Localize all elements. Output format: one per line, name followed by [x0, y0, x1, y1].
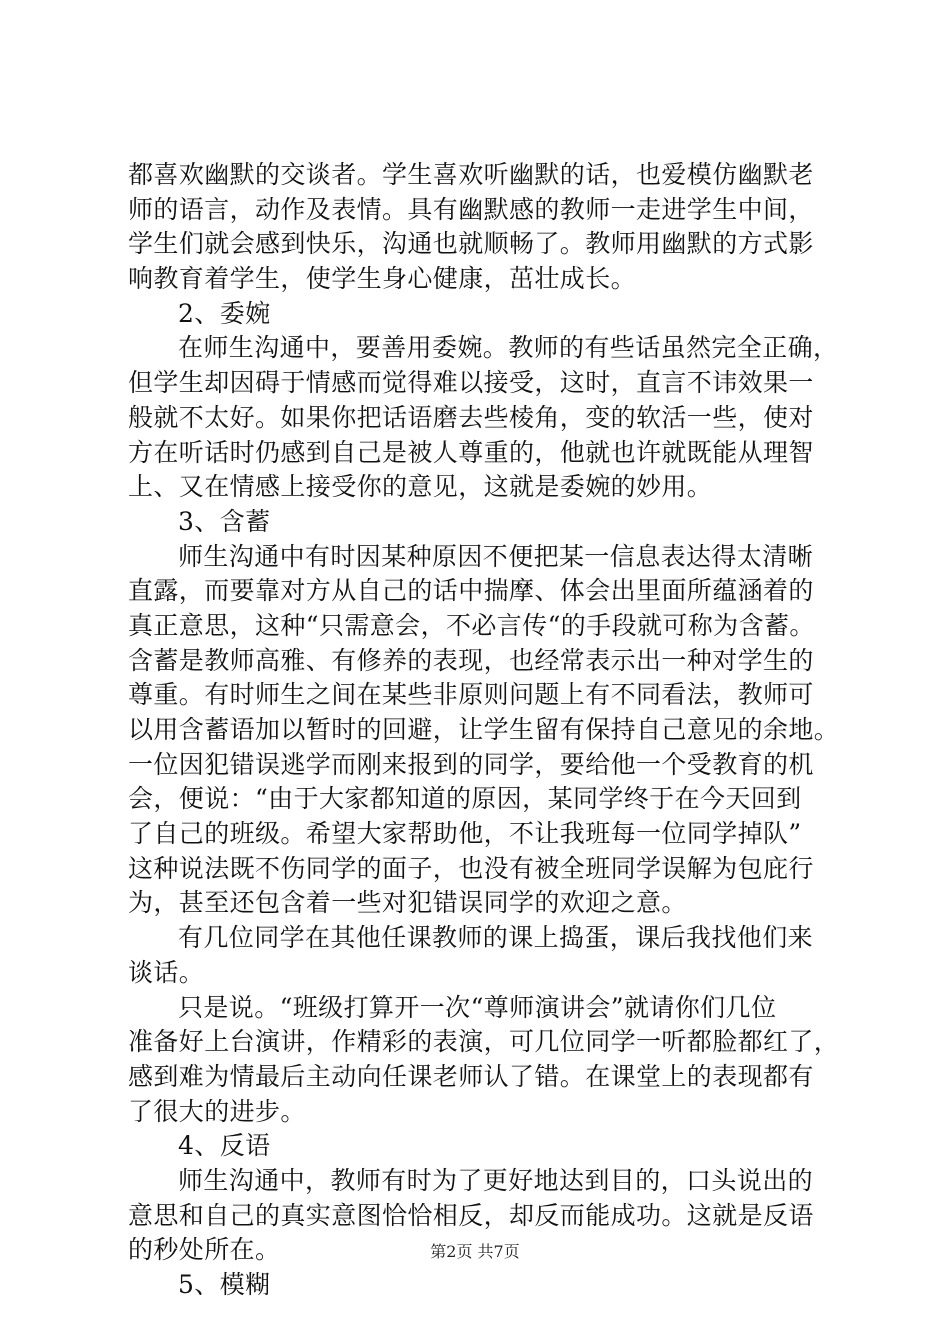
page-footer: 第2页 共7页 [430, 1242, 520, 1261]
text-line: 一位因犯错误逃学而刚来报到的同学，要给他一个受教育的机 [128, 749, 814, 779]
text-line: 谈话。 [128, 957, 205, 987]
text-line: 但学生却因碍于情感而觉得难以接受，这时，直言不讳效果一 [128, 368, 814, 398]
text-line: 上、又在情感上接受你的意见，这就是委婉的妙用。 [128, 472, 713, 502]
document-body [128, 158, 840, 1303]
text-line: 都喜欢幽默的交谈者。学生喜欢听幽默的话，也爱模仿幽默老 [128, 160, 814, 189]
text-line: 感到难为情最后主动向任课老师认了错。在课堂上的表现都有 [128, 1061, 814, 1091]
text-line: 学生们就会感到快乐，沟通也就顺畅了。教师用幽默的方式影 [128, 229, 814, 259]
text-line: 了自己的班级。希望大家帮助他，不让我班每一位同学掉队” [128, 819, 802, 849]
text-line: 准备好上台演讲，作精彩的表演，可几位同学一听都脸都红了， [128, 1027, 840, 1057]
text-line: 直露，而要靠对方从自己的话中揣摩、体会出里面所蕴涵着的 [128, 576, 814, 606]
text-line: 2、委婉 [178, 298, 271, 328]
text-line: 意思和自己的真实意图恰恰相反，却反而能成功。这就是反语 [128, 1200, 814, 1230]
text-line: 4、反语 [178, 1131, 271, 1161]
text-line: 5、模糊 [178, 1270, 271, 1299]
text-line: 为，甚至还包含着一些对犯错误同学的欢迎之意。 [128, 888, 687, 918]
text-line: 以用含蓄语加以暂时的回避，让学生留有保持自己意见的余地。 [128, 715, 840, 744]
text-line: 师生沟通中有时因某种原因不便把某一信息表达得太清晰 [178, 541, 814, 571]
text-line: 有几位同学在其他任课教师的课上捣蛋，课后我找他们来 [178, 923, 814, 953]
text-line: 尊重。有时师生之间在某些非原则问题上有不同看法，教师可 [128, 680, 814, 710]
text-line: 只是说。“班级打算开一次“尊师演讲会”就请你们几位 [178, 992, 777, 1022]
text-line: 真正意思，这种“只需意会，不必言传“的手段就可称为含蓄。 [128, 610, 815, 640]
text-line: 3、含蓄 [178, 506, 271, 536]
text-line: 师生沟通中，教师有时为了更好地达到目的，口头说出的 [178, 1165, 814, 1195]
text-line: 的秒处所在。 [128, 1235, 281, 1265]
text-line: 含蓄是教师高雅、有修养的表现，也经常表示出一种对学生的 [128, 645, 814, 675]
text-line: 这种说法既不伤同学的面子，也没有被全班同学误解为包庇行 [128, 853, 814, 883]
text-line: 方在听话时仍感到自己是被人尊重的，他就也许就既能从理智 [128, 437, 814, 467]
text-line: 师的语言，动作及表情。具有幽默感的教师一走进学生中间， [128, 194, 814, 224]
text-line: 会，便说：“由于大家都知道的原因，某同学终于在今天回到 [128, 784, 802, 814]
text-line: 在师生沟通中，要善用委婉。教师的有些话虽然完全正确， [178, 333, 839, 363]
text-line: 了很大的进步。 [128, 1096, 306, 1126]
text-line: 般就不太好。如果你把话语磨去些棱角，变的软活一些，使对 [128, 402, 814, 432]
text-line: 响教育着学生，使学生身心健康，茁壮成长。 [128, 264, 637, 294]
